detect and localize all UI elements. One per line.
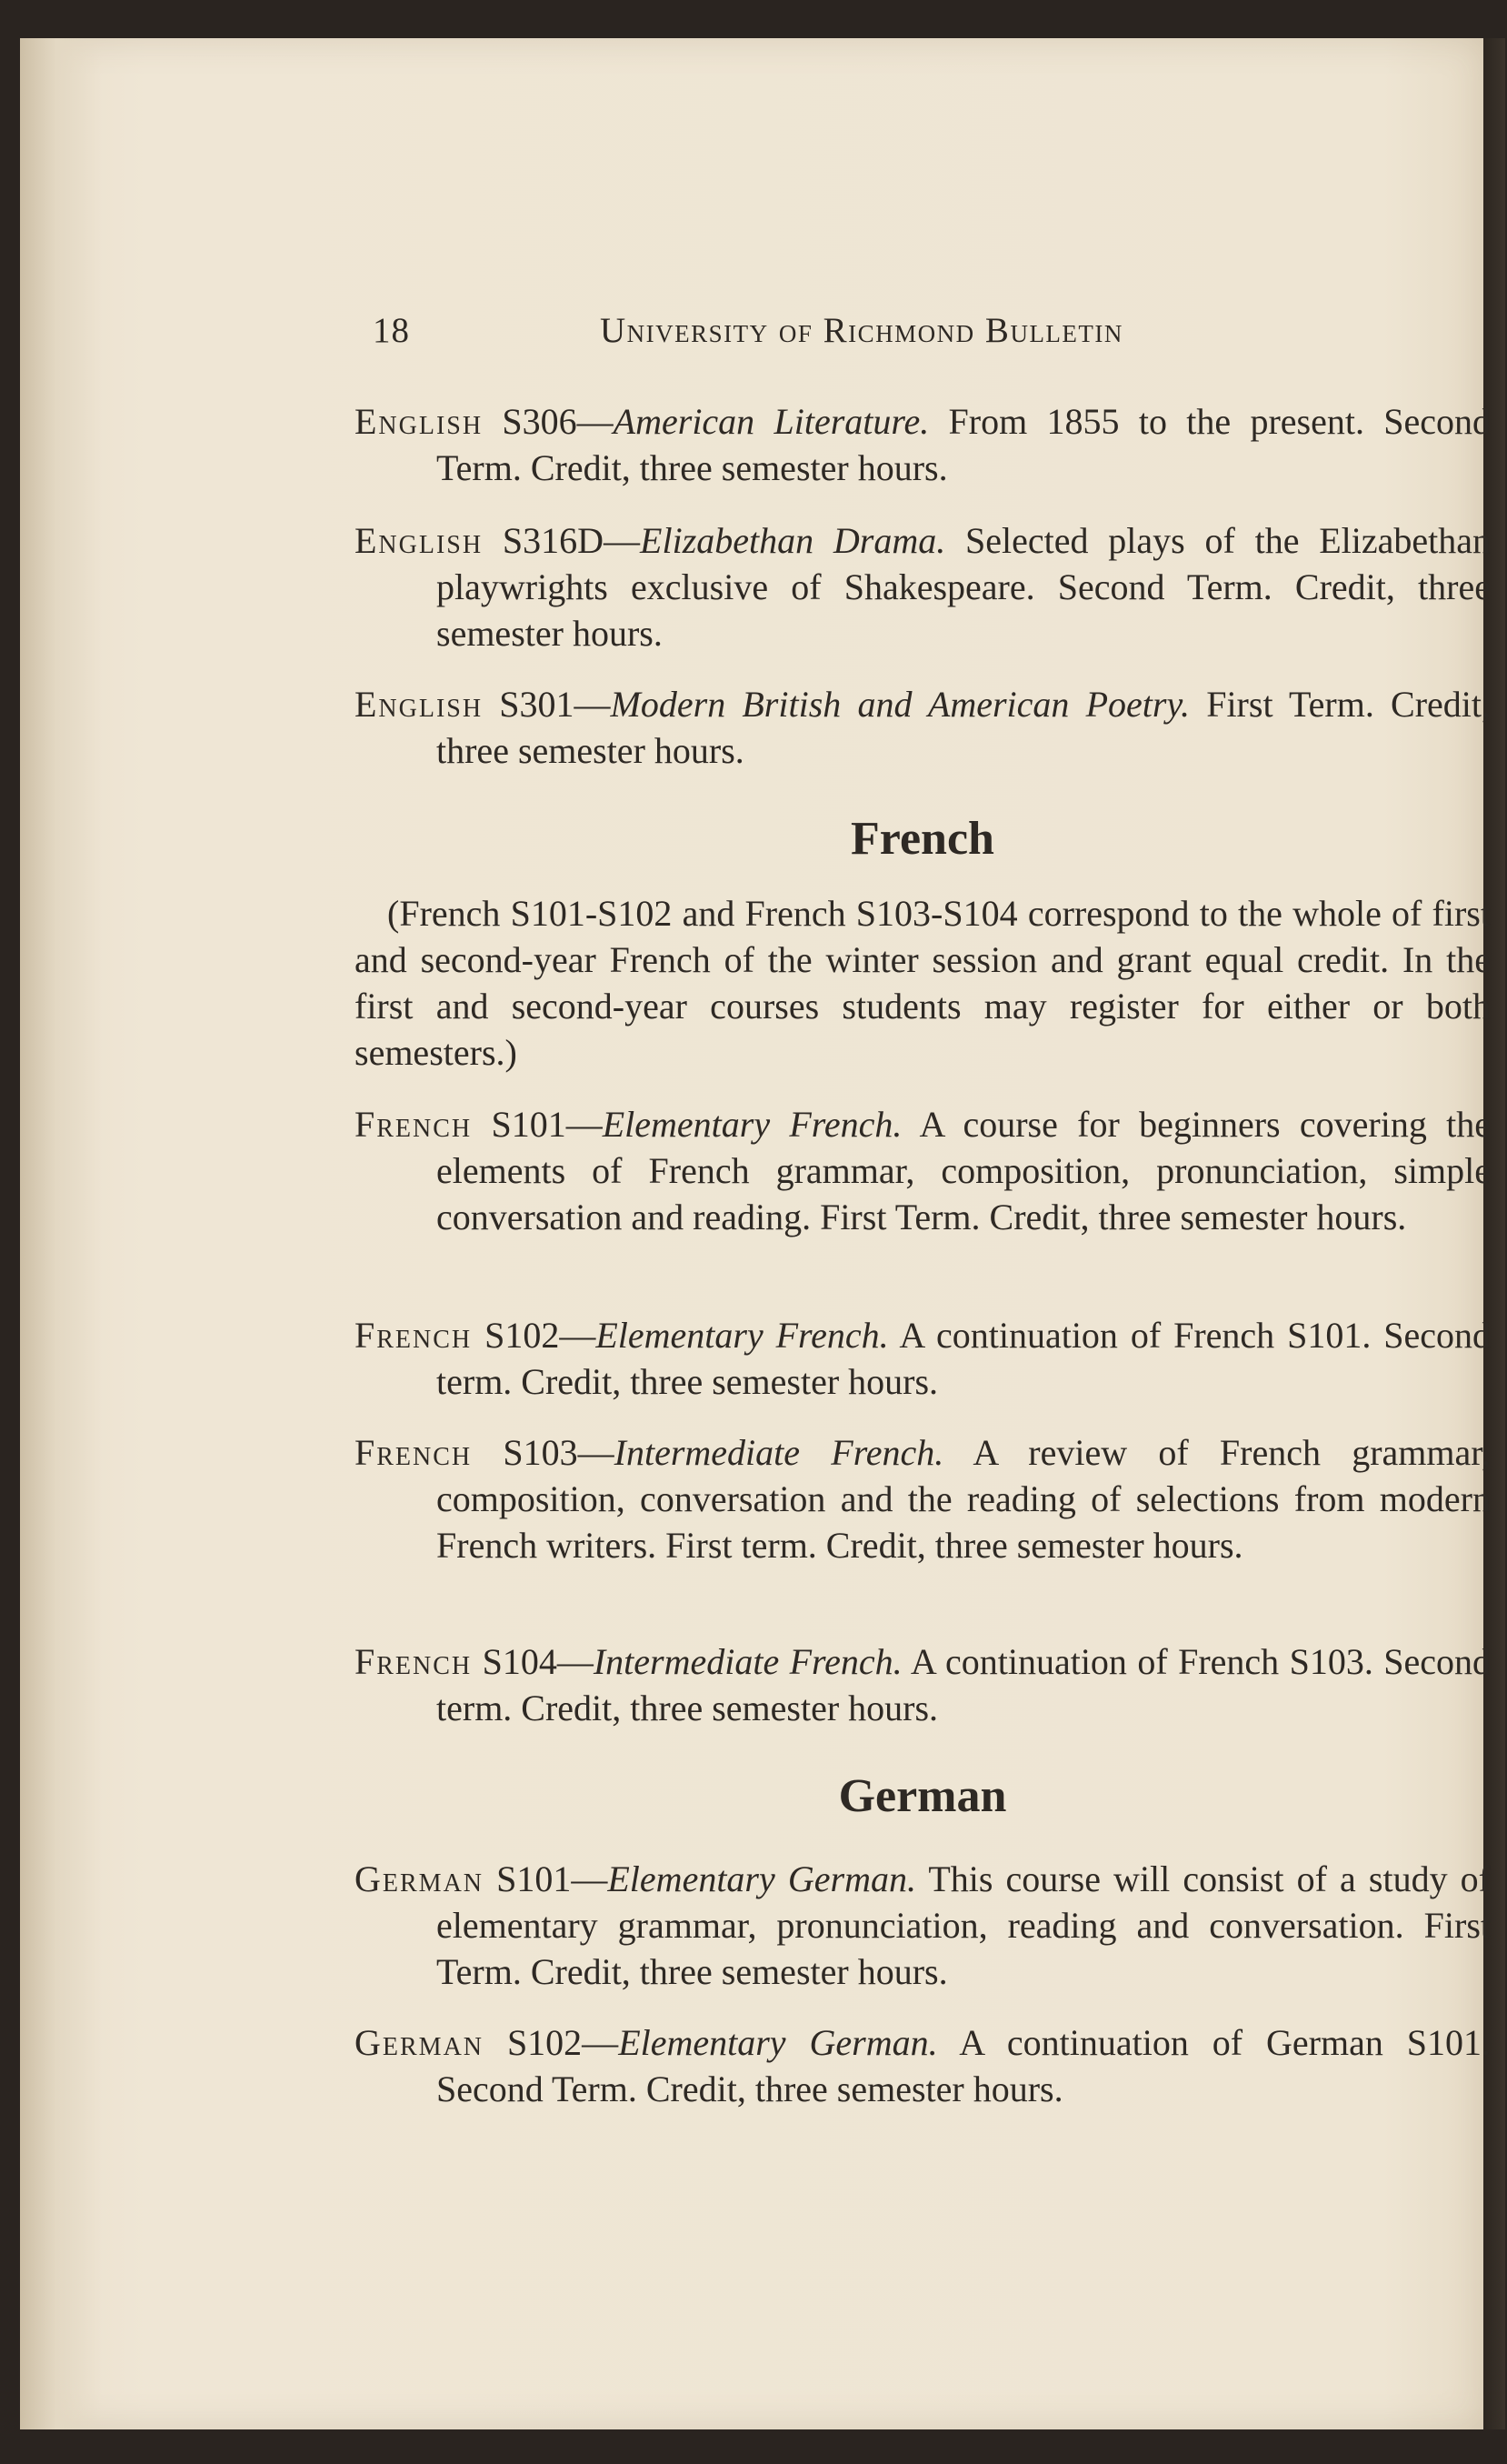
course-code: S301— [499,684,611,725]
course-title: Elementary French. [595,1315,889,1356]
course-description: A review of French grammar, composition, conversation and the reading of selections from modern French writers. First term. Credit, three semester hours. [436,1432,1492,1566]
course-code: S101— [491,1104,603,1145]
course-entry-english-s306 [354,398,1491,491]
course-description: From 1855 to the present. Second Term. Credit, three semester hours. [436,401,1492,488]
course-code: S104— [482,1641,594,1682]
course-description: A continuation of French S101. Second term. Credit, three semester hours. [436,1315,1492,1402]
course-entry-english-s316d [354,517,1491,656]
course-code: S102— [484,1315,596,1356]
running-title: University of Richmond Bulletin [600,311,1123,350]
course-dept: French [354,1432,473,1473]
course-code: S103— [503,1432,614,1473]
course-title: Elementary French. [602,1104,903,1145]
course-entry-french-s101 [354,1101,1491,1240]
course-entry-french-s104 [354,1638,1491,1731]
course-title: Elizabethan Drama. [640,520,946,561]
course-description: A course for beginners covering the elements of French grammar, composition, pronunciation, simple conversation and reading. First Term. Credit, three semester hours. [436,1104,1491,1237]
course-title: Elementary German. [618,2022,938,2063]
course-title: Intermediate French. [593,1641,903,1682]
section-heading-german: German [838,1770,1007,1822]
course-entry-german-s102 [354,2019,1491,2112]
course-dept: English [354,520,484,561]
course-description: A continuation of French S103. Second term. Credit, three semester hours. [436,1641,1492,1728]
course-entry-german-s101 [354,1856,1491,1995]
course-dept: German [354,2022,484,2063]
course-entry-french-s103 [354,1429,1491,1568]
course-description: First Term. Credit, three semester hours. [436,684,1491,771]
course-description: This course will consist of a study of elementary grammar, pronunciation, reading and conversation. First Term. Credit, three semester hours. [436,1858,1492,1992]
course-code: S101— [496,1858,608,1899]
book-page [20,38,1492,2429]
course-code: S306— [502,401,614,442]
page-number: 18 [373,311,410,350]
course-code: S316D— [502,520,641,561]
course-entry-french-s102 [354,1312,1491,1405]
course-title: Intermediate French. [614,1432,944,1473]
french-intro-paragraph: (French S101-S102 and French S103-S104 correspond to the whole of first and second-year French of the winter session and grant equal credit. In the first and second-year courses students may register for either or both semesters.) [354,893,1491,1073]
course-title: American Literature. [613,401,930,442]
course-dept: French [354,1315,473,1356]
page-gutter [20,38,102,2429]
course-code: S102— [506,2022,619,2063]
section-heading-french: French [851,813,994,865]
course-entry-english-s301 [354,681,1491,774]
course-dept: German [354,1858,484,1899]
course-title: Modern British and American Poetry. [610,684,1191,725]
course-title: Elementary German. [607,1858,916,1899]
course-description: Selected plays of the Elizabethan playwrights exclusive of Shakespeare. Second Term. Credit, three semester hours. [436,520,1492,654]
course-dept: English [354,401,484,442]
course-dept: English [354,684,484,725]
course-dept: French [354,1104,473,1145]
course-dept: French [354,1641,473,1682]
course-description: A continuation of German S101. Second Term. Credit, three semester hours. [436,2022,1492,2109]
